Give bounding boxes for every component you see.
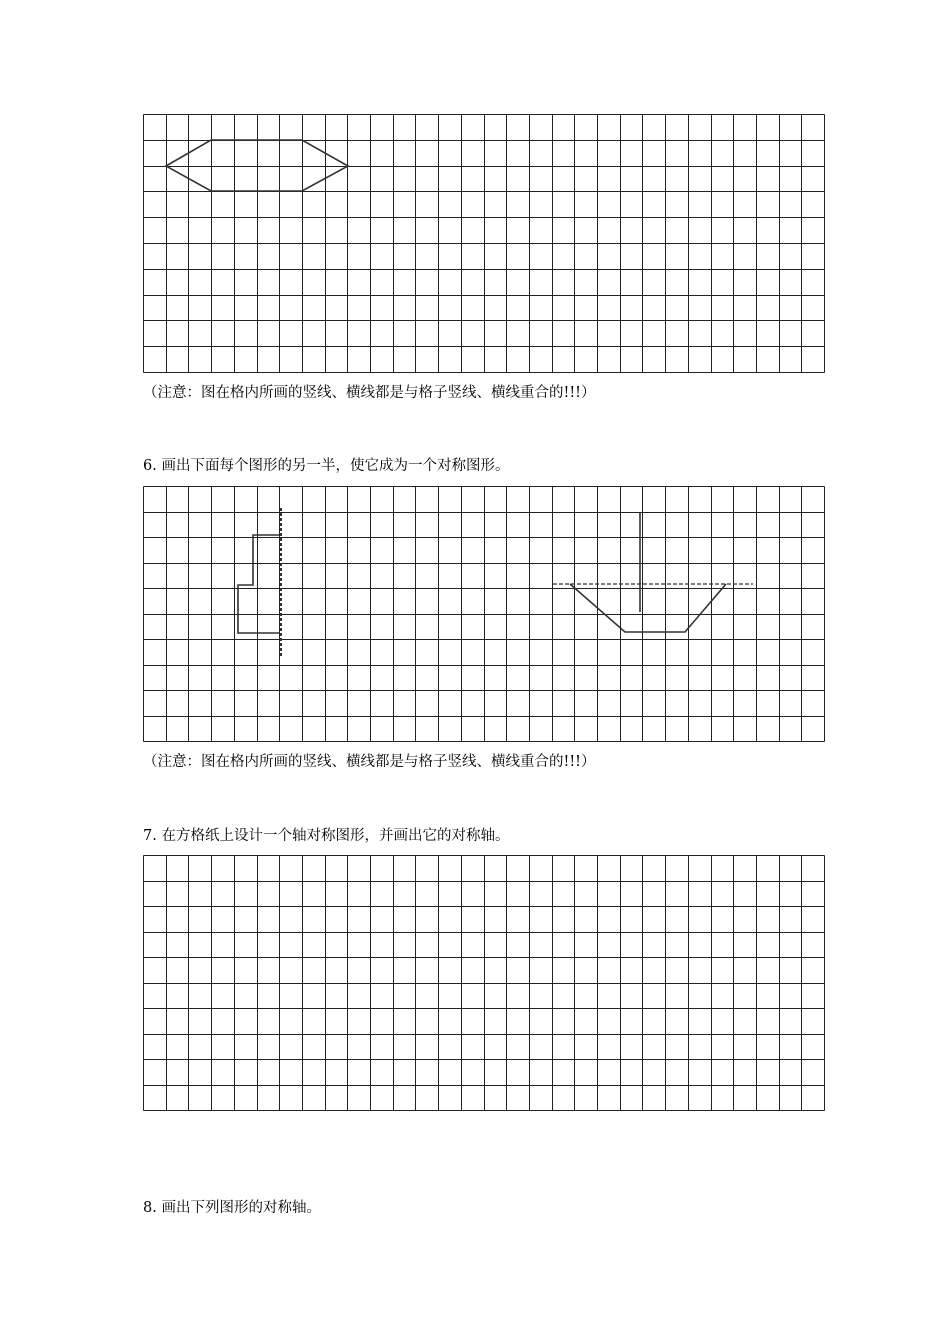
grid-paper-2[interactable] — [143, 486, 825, 742]
grid-paper-3[interactable] — [143, 855, 825, 1111]
grid-note-2: （注意：图在格内所画的竖线、横线都是与格子竖线、横线重合的!!!） — [143, 754, 596, 770]
grid-paper-1[interactable] — [143, 114, 825, 373]
question-6-prompt: 6. 画出下面每个图形的另一半，使它成为一个对称图形。 — [143, 458, 510, 474]
half-figure-boat — [570, 584, 726, 632]
grid-lines — [144, 487, 825, 742]
question-7-prompt: 7. 在方格纸上设计一个轴对称图形，并画出它的对称轴。 — [143, 828, 510, 844]
half-figure-left — [238, 535, 279, 633]
grid-lines — [144, 856, 825, 1111]
question-8-prompt: 8. 画出下列图形的对称轴。 — [143, 1200, 321, 1216]
grid-lines — [144, 115, 825, 373]
grid-note-1: （注意：图在格内所画的竖线、横线都是与格子竖线、横线重合的!!!） — [143, 385, 596, 401]
